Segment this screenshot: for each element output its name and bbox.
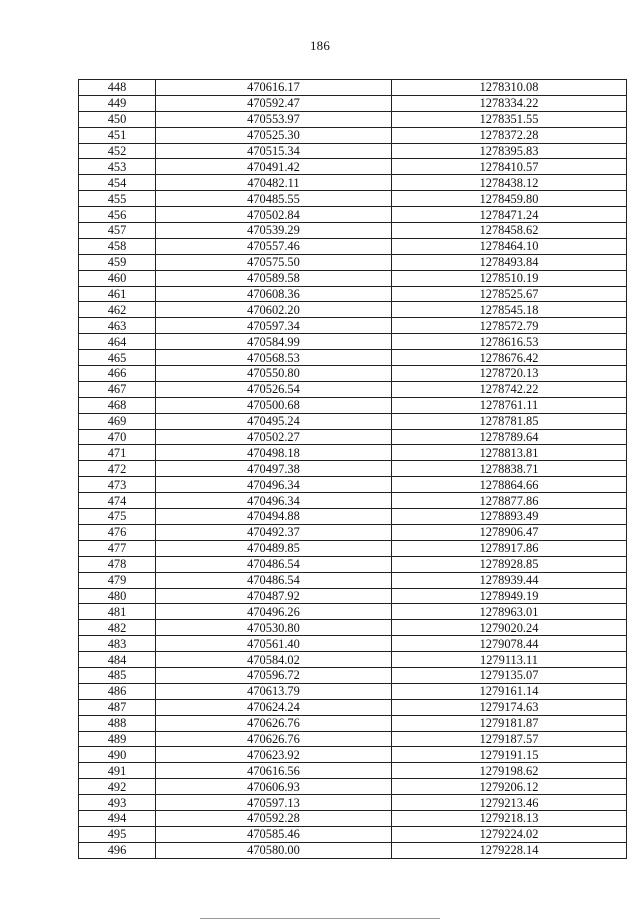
point-number-cell: 456 bbox=[79, 207, 156, 223]
table-row bbox=[79, 413, 627, 429]
table-row bbox=[79, 604, 627, 620]
table-row bbox=[79, 175, 627, 191]
x-coordinate-cell: 470626.76 bbox=[156, 715, 392, 731]
x-coordinate-cell: 470624.24 bbox=[156, 699, 392, 715]
x-coordinate-cell: 470589.58 bbox=[156, 270, 392, 286]
table-row bbox=[79, 652, 627, 668]
x-coordinate-cell: 470561.40 bbox=[156, 636, 392, 652]
table-row bbox=[79, 493, 627, 509]
coordinate-table bbox=[78, 79, 627, 859]
table-row bbox=[79, 731, 627, 747]
y-coordinate-cell: 1278939.44 bbox=[392, 572, 627, 588]
x-coordinate-cell: 470584.99 bbox=[156, 334, 392, 350]
table-row bbox=[79, 207, 627, 223]
x-coordinate-cell: 470525.30 bbox=[156, 127, 392, 143]
x-coordinate-cell: 470515.34 bbox=[156, 143, 392, 159]
x-coordinate-cell: 470626.76 bbox=[156, 731, 392, 747]
x-coordinate-cell: 470485.55 bbox=[156, 191, 392, 207]
y-coordinate-cell: 1278334.22 bbox=[392, 95, 627, 111]
y-coordinate-cell: 1278676.42 bbox=[392, 350, 627, 366]
x-coordinate-cell: 470613.79 bbox=[156, 683, 392, 699]
table-row bbox=[79, 127, 627, 143]
y-coordinate-cell: 1278928.85 bbox=[392, 556, 627, 572]
table-row bbox=[79, 747, 627, 763]
x-coordinate-cell: 470616.56 bbox=[156, 763, 392, 779]
y-coordinate-cell: 1278720.13 bbox=[392, 366, 627, 382]
point-number-cell: 487 bbox=[79, 699, 156, 715]
point-number-cell: 461 bbox=[79, 286, 156, 302]
x-coordinate-cell: 470482.11 bbox=[156, 175, 392, 191]
point-number-cell: 458 bbox=[79, 238, 156, 254]
x-coordinate-cell: 470486.54 bbox=[156, 556, 392, 572]
x-coordinate-cell: 470550.80 bbox=[156, 366, 392, 382]
y-coordinate-cell: 1278877.86 bbox=[392, 493, 627, 509]
point-number-cell: 489 bbox=[79, 731, 156, 747]
table-row bbox=[79, 779, 627, 795]
table-row bbox=[79, 270, 627, 286]
x-coordinate-cell: 470575.50 bbox=[156, 254, 392, 270]
point-number-cell: 455 bbox=[79, 191, 156, 207]
point-number-cell: 450 bbox=[79, 111, 156, 127]
y-coordinate-cell: 1278963.01 bbox=[392, 604, 627, 620]
table-row bbox=[79, 572, 627, 588]
x-coordinate-cell: 470496.34 bbox=[156, 493, 392, 509]
point-number-cell: 473 bbox=[79, 477, 156, 493]
table-row bbox=[79, 223, 627, 239]
table-row bbox=[79, 381, 627, 397]
y-coordinate-cell: 1278458.62 bbox=[392, 223, 627, 239]
table-row bbox=[79, 588, 627, 604]
x-coordinate-cell: 470489.85 bbox=[156, 540, 392, 556]
point-number-cell: 453 bbox=[79, 159, 156, 175]
table-row bbox=[79, 556, 627, 572]
y-coordinate-cell: 1278545.18 bbox=[392, 302, 627, 318]
point-number-cell: 493 bbox=[79, 795, 156, 811]
x-coordinate-cell: 470597.34 bbox=[156, 318, 392, 334]
point-number-cell: 470 bbox=[79, 429, 156, 445]
point-number-cell: 478 bbox=[79, 556, 156, 572]
x-coordinate-cell: 470608.36 bbox=[156, 286, 392, 302]
y-coordinate-cell: 1279181.87 bbox=[392, 715, 627, 731]
x-coordinate-cell: 470606.93 bbox=[156, 779, 392, 795]
x-coordinate-cell: 470487.92 bbox=[156, 588, 392, 604]
x-coordinate-cell: 470495.24 bbox=[156, 413, 392, 429]
table-row bbox=[79, 80, 627, 96]
y-coordinate-cell: 1278864.66 bbox=[392, 477, 627, 493]
y-coordinate-cell: 1279135.07 bbox=[392, 667, 627, 683]
x-coordinate-cell: 470530.80 bbox=[156, 620, 392, 636]
table-row bbox=[79, 350, 627, 366]
point-number-cell: 468 bbox=[79, 397, 156, 413]
point-number-cell: 464 bbox=[79, 334, 156, 350]
y-coordinate-cell: 1278917.86 bbox=[392, 540, 627, 556]
point-number-cell: 491 bbox=[79, 763, 156, 779]
x-coordinate-cell: 470500.68 bbox=[156, 397, 392, 413]
y-coordinate-cell: 1278372.28 bbox=[392, 127, 627, 143]
x-coordinate-cell: 470496.26 bbox=[156, 604, 392, 620]
x-coordinate-cell: 470502.27 bbox=[156, 429, 392, 445]
table-row bbox=[79, 366, 627, 382]
table-row bbox=[79, 429, 627, 445]
y-coordinate-cell: 1278464.10 bbox=[392, 238, 627, 254]
x-coordinate-cell: 470496.34 bbox=[156, 477, 392, 493]
table-row bbox=[79, 540, 627, 556]
point-number-cell: 467 bbox=[79, 381, 156, 397]
y-coordinate-cell: 1278761.11 bbox=[392, 397, 627, 413]
x-coordinate-cell: 470580.00 bbox=[156, 842, 392, 858]
point-number-cell: 449 bbox=[79, 95, 156, 111]
x-coordinate-cell: 470494.88 bbox=[156, 509, 392, 525]
x-coordinate-cell: 470492.37 bbox=[156, 524, 392, 540]
table-row bbox=[79, 286, 627, 302]
table-row bbox=[79, 810, 627, 826]
point-number-cell: 496 bbox=[79, 842, 156, 858]
point-number-cell: 469 bbox=[79, 413, 156, 429]
table-row bbox=[79, 683, 627, 699]
y-coordinate-cell: 1279020.24 bbox=[392, 620, 627, 636]
table-row bbox=[79, 826, 627, 842]
y-coordinate-cell: 1279218.13 bbox=[392, 810, 627, 826]
table-row bbox=[79, 254, 627, 270]
point-number-cell: 481 bbox=[79, 604, 156, 620]
point-number-cell: 474 bbox=[79, 493, 156, 509]
x-coordinate-cell: 470498.18 bbox=[156, 445, 392, 461]
y-coordinate-cell: 1279078.44 bbox=[392, 636, 627, 652]
y-coordinate-cell: 1278510.19 bbox=[392, 270, 627, 286]
y-coordinate-cell: 1279187.57 bbox=[392, 731, 627, 747]
table-row bbox=[79, 715, 627, 731]
point-number-cell: 492 bbox=[79, 779, 156, 795]
point-number-cell: 454 bbox=[79, 175, 156, 191]
y-coordinate-cell: 1278410.57 bbox=[392, 159, 627, 175]
point-number-cell: 475 bbox=[79, 509, 156, 525]
y-coordinate-cell: 1278572.79 bbox=[392, 318, 627, 334]
x-coordinate-cell: 470592.47 bbox=[156, 95, 392, 111]
point-number-cell: 465 bbox=[79, 350, 156, 366]
table-row bbox=[79, 620, 627, 636]
point-number-cell: 490 bbox=[79, 747, 156, 763]
x-coordinate-cell: 470486.54 bbox=[156, 572, 392, 588]
y-coordinate-cell: 1278781.85 bbox=[392, 413, 627, 429]
y-coordinate-cell: 1279228.14 bbox=[392, 842, 627, 858]
point-number-cell: 452 bbox=[79, 143, 156, 159]
table-row bbox=[79, 445, 627, 461]
table-row bbox=[79, 334, 627, 350]
y-coordinate-cell: 1278949.19 bbox=[392, 588, 627, 604]
point-number-cell: 448 bbox=[79, 80, 156, 96]
x-coordinate-cell: 470557.46 bbox=[156, 238, 392, 254]
table-row bbox=[79, 795, 627, 811]
x-coordinate-cell: 470553.97 bbox=[156, 111, 392, 127]
x-coordinate-cell: 470497.38 bbox=[156, 461, 392, 477]
y-coordinate-cell: 1279224.02 bbox=[392, 826, 627, 842]
x-coordinate-cell: 470584.02 bbox=[156, 652, 392, 668]
y-coordinate-cell: 1278525.67 bbox=[392, 286, 627, 302]
y-coordinate-cell: 1278838.71 bbox=[392, 461, 627, 477]
y-coordinate-cell: 1278742.22 bbox=[392, 381, 627, 397]
point-number-cell: 477 bbox=[79, 540, 156, 556]
x-coordinate-cell: 470502.84 bbox=[156, 207, 392, 223]
point-number-cell: 479 bbox=[79, 572, 156, 588]
table-row bbox=[79, 143, 627, 159]
y-coordinate-cell: 1279206.12 bbox=[392, 779, 627, 795]
x-coordinate-cell: 470539.29 bbox=[156, 223, 392, 239]
table-row bbox=[79, 302, 627, 318]
y-coordinate-cell: 1279198.62 bbox=[392, 763, 627, 779]
x-coordinate-cell: 470596.72 bbox=[156, 667, 392, 683]
point-number-cell: 476 bbox=[79, 524, 156, 540]
table-row bbox=[79, 238, 627, 254]
y-coordinate-cell: 1279174.63 bbox=[392, 699, 627, 715]
point-number-cell: 488 bbox=[79, 715, 156, 731]
table-row bbox=[79, 461, 627, 477]
x-coordinate-cell: 470623.92 bbox=[156, 747, 392, 763]
table-row bbox=[79, 524, 627, 540]
y-coordinate-cell: 1279161.14 bbox=[392, 683, 627, 699]
point-number-cell: 484 bbox=[79, 652, 156, 668]
y-coordinate-cell: 1279191.15 bbox=[392, 747, 627, 763]
y-coordinate-cell: 1278310.08 bbox=[392, 80, 627, 96]
y-coordinate-cell: 1278493.84 bbox=[392, 254, 627, 270]
point-number-cell: 494 bbox=[79, 810, 156, 826]
point-number-cell: 466 bbox=[79, 366, 156, 382]
point-number-cell: 451 bbox=[79, 127, 156, 143]
x-coordinate-cell: 470597.13 bbox=[156, 795, 392, 811]
y-coordinate-cell: 1278789.64 bbox=[392, 429, 627, 445]
table-row bbox=[79, 842, 627, 858]
table-row bbox=[79, 699, 627, 715]
point-number-cell: 480 bbox=[79, 588, 156, 604]
x-coordinate-cell: 470592.28 bbox=[156, 810, 392, 826]
x-coordinate-cell: 470616.17 bbox=[156, 80, 392, 96]
table-row bbox=[79, 397, 627, 413]
y-coordinate-cell: 1278906.47 bbox=[392, 524, 627, 540]
point-number-cell: 495 bbox=[79, 826, 156, 842]
y-coordinate-cell: 1278438.12 bbox=[392, 175, 627, 191]
x-coordinate-cell: 470491.42 bbox=[156, 159, 392, 175]
table-row bbox=[79, 636, 627, 652]
y-coordinate-cell: 1278616.53 bbox=[392, 334, 627, 350]
table-row bbox=[79, 763, 627, 779]
y-coordinate-cell: 1278893.49 bbox=[392, 509, 627, 525]
y-coordinate-cell: 1278813.81 bbox=[392, 445, 627, 461]
table-row bbox=[79, 318, 627, 334]
table-row bbox=[79, 509, 627, 525]
y-coordinate-cell: 1279113.11 bbox=[392, 652, 627, 668]
point-number-cell: 483 bbox=[79, 636, 156, 652]
page-number: 186 bbox=[309, 38, 331, 53]
table-row bbox=[79, 191, 627, 207]
y-coordinate-cell: 1278459.80 bbox=[392, 191, 627, 207]
point-number-cell: 457 bbox=[79, 223, 156, 239]
point-number-cell: 471 bbox=[79, 445, 156, 461]
coordinate-table-body bbox=[79, 80, 627, 859]
point-number-cell: 459 bbox=[79, 254, 156, 270]
y-coordinate-cell: 1278351.55 bbox=[392, 111, 627, 127]
y-coordinate-cell: 1278395.83 bbox=[392, 143, 627, 159]
table-row bbox=[79, 477, 627, 493]
y-coordinate-cell: 1279213.46 bbox=[392, 795, 627, 811]
x-coordinate-cell: 470526.54 bbox=[156, 381, 392, 397]
table-row bbox=[79, 95, 627, 111]
point-number-cell: 482 bbox=[79, 620, 156, 636]
table-row bbox=[79, 111, 627, 127]
point-number-cell: 463 bbox=[79, 318, 156, 334]
point-number-cell: 486 bbox=[79, 683, 156, 699]
point-number-cell: 472 bbox=[79, 461, 156, 477]
table-row bbox=[79, 667, 627, 683]
point-number-cell: 485 bbox=[79, 667, 156, 683]
point-number-cell: 462 bbox=[79, 302, 156, 318]
table-row bbox=[79, 159, 627, 175]
x-coordinate-cell: 470568.53 bbox=[156, 350, 392, 366]
x-coordinate-cell: 470602.20 bbox=[156, 302, 392, 318]
y-coordinate-cell: 1278471.24 bbox=[392, 207, 627, 223]
bottom-rule bbox=[200, 918, 440, 919]
point-number-cell: 460 bbox=[79, 270, 156, 286]
x-coordinate-cell: 470585.46 bbox=[156, 826, 392, 842]
